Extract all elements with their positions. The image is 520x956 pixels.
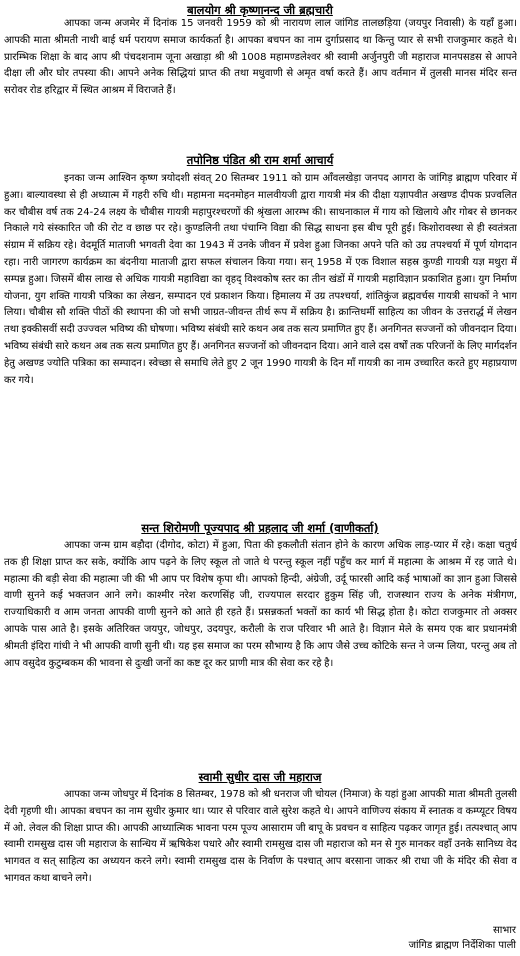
section-body: आपका जन्म जोधपुर में दिनांक 8 सितम्बर, 1978 को श्री धनराज जी चोयल (निमाज) के यहां हुआ आपकी माता श्रीमती तुलसी देवी गृहणी थी। आपका बचपन का नाम सुधीर कुमार था। प्यार से परिवार वाले सुरेश कहते थे। आपने वाणिज्य संकाय में स्नातक व कम्प्यूटर विषय में ओ. लेवल की शिक्षा प्राप्त की। आपकी आध्यात्मिक भावना परम पूज्य आसाराम जी बापू के प्रवचन व साहित्य पढ़कर जागृत हुई। तत्पश्चात् आप स्वामी रामसुख दास जी महाराज के सान्धिय में ऋषिकेश पधारे और स्वामी रामसुख दास जी महाराज को मन से गुरु मानकर वहाँ उनके सानिध्य वेद भागवत व सत् साहित्य का अध्ययन करने लगे। स्वामी रामसुख दास के निर्वाण के पश्चात् आप बरसाना जाकर श्री राधा जी के मंदिर की सेवा व भागवत कथा बाचने लगे। [4, 789, 517, 884]
footer-source: जांगिड ब्राह्मण निर्देशिका पाली [408, 940, 516, 951]
section-title: सन्त शिरोमणी पूज्यपाद श्री प्रहलाद जी शर्मा (वाणीकर्ता) [141, 521, 379, 535]
footer-courtesy: साभार [492, 925, 516, 936]
section-title: तपोनिष्ठ पंडित श्री राम शर्मा आचार्य [186, 153, 334, 167]
section-body: आपका जन्म अजमेर में दिनांक 15 जनवरी 1959 को श्री नारायण लाल जांगिड तालछड़िया (जयपुर निवासी) के यहाँ हुआ। आपकी माता श्रीमती नाथी बाई धर्म परायण समाज कार्यकर्ता है। आपका बचपन का नाम दुर्गाप्रसाद था किन्तु प्यार से सभी राजकुमार कहते थे। प्रारम्भिक शिक्षा के बाद आप श्री पंचदशनाम जूना अखाड़ा श्री श्री 1008 महामण्डलेश्वर श्री स्वामी अर्जुनपुरी जी महाराज मानपसडस से आपने दीक्षा ली और घोर तपस्या की। आपने अनेक सिद्धियां प्राप्त की तथा मधुवाणी से अमृत वर्षा करते हैं। आप वर्तमान में तुलसी मानस मंदिर सन्त सरोवर रोड हरिद्वार में स्थित आश्रम में विराजते हैं। [4, 18, 517, 97]
section-body: इनका जन्म आश्विन कृष्ण त्रयोदशी संवत् 20 सितम्बर 1911 को ग्राम आँवलखेड़ा जनपद आगरा के जांगिड़ ब्राह्मण परिवार में हुआ। बाल्यावस्था से ही अध्यात्म में गहरी रुचि थी। महामना मदनमोहन मालवीयजी द्वारा गायत्री मंत्र की दीक्षा यज्ञापवीत अखण्ड दीपक प्रज्वलित कर चौबीस वर्ष तक 24-24 लक्ष्य के चौबीस गायत्री महापुरश्चरणों की श्रृंखला आरम्भ की। साधनाकाल में गाय को खिलाये और गोबर से छानकर निकाले गये संस्कारित जौ की रोट व छाछ पर रहे। कुण्डलिनी तथा पंचाग्नि विद्या की सिद्ध साधना इस बीच पूरी हुई। किशोरावस्था से ही स्वतंत्रता संग्राम में सक्रिय रहे। वेदमूर्ति माताजी भगवती देवा का 1943 में उनके जीवन में प्रवेश हुआ जिनका अपने पति को उग्र तपश्चर्या में पूर्ण योगदान रहा। नारी जागरण कार्यक्रम का बंदनीया माताजी द्वारा सफल संचालन किया गया। सन् 1958 में एक विशाल सहस्र कुण्डी गायत्री यज्ञ मथुरा में सम्पन्न हुआ। जिसमें बीस लाख से अधिक गायत्री महाविद्या का वृहद् विश्वकोष स्तर का तीन खंडों में गायत्री महाविज्ञान प्रकाशित हुआ। युग निर्माण योजना, युग शक्ति गायत्री पत्रिका का लेखन, सम्पादन एवं प्रकाशन किया। हिमालय में उग्र तपश्चर्या, शांतिकुंज ब्रह्मवर्चस गायत्री साधकों ने भाग लिया। चौबीस सौ शक्ति पीठों की स्थापना की जो सभी जाग्रत-जीवन्त तीर्थ रूप में सक्रिय है। क्रान्तिधर्मी साहित्य का जीवन के उत्तरार्द्ध में लेखन तथा इक्कीसवीं सदी उज्ज्वल भविष्य की घोषणा। भविष्य संबंधी सारे कथन अब तक सत्य प्रमाणित हुए हैं। अनगिनत सज्जनों को जीवनदान दिया। भविष्य संबंधी सारे कथन अब तक सत्य प्रमाणित हुए हैं। अनगिनत सज्जनों को जीवनदान दिया। आने वाले दस वर्षों तक परिजनों के लिए मार्गदर्शन हेतु अखण्ड ज्योति पत्रिका का सम्पादन। स्वेच्छा से समाधि लेते हुए 2 जून 1990 गायत्री के दिन माँ गायत्री का नाम उच्चारित करते हुए महाप्रयाण कर गये। [4, 173, 517, 386]
section-title: स्वामी सुधीर दास जी महाराज [198, 770, 322, 784]
section-body: आपका जन्म ग्राम बड़ौदा (दीगोद, कोटा) में हुआ, पिता की इकलौती संतान होने के कारण अधिक लाड़-प्यार में रहे। कक्षा चतुर्थ तक ही शिक्षा प्राप्त कर सके, क्योंकि आप पढ़ने के लिए स्कूल तो जाते थे परन्तु स्कूल नहीं पहुँच कर मार्ग में महात्मा के आश्रम में रह जाते थे। महात्मा की बड़ी सेवा की महात्मा जी की भी आप पर विशेष कृपा थी। आपको हिन्दी, अंग्रेजी, उर्दू फारसी आदि कई भाषाओं का ज्ञान हुआ जिससे वाणी सुनने कई भक्तजन आने लगे। काश्मीर नरेश करणसिंह जी, राज्यपाल सरदार हुकुम सिंह जी, राजस्थान राज्य के अनेक मंत्रीगण, राज्याधिकारी व आम जनता आपकी वाणी सुनने को आते ही रहते हैं। प्रसन्नकर्ता भक्तों का कार्य भी सिद्ध होता है। कोटा राजकुमार तो अक्सर आपके पास आते है। इसके अतिरिक्त जयपुर, जोधपुर, उदयपुर, करौली के राज परिवार भी आते है। विज्ञान मेले के समय एक बार प्रधानमंत्री श्रीमती इंदिरा गांधी ने भी आपकी वाणी सुनी थी। यह इस समाज का परम सौभाग्य है कि आप जैसे उच्च कोटिके सन्त ने जन्म लिया, परन्तु अब तो आप वसुदेव कुटुम्बकम की भावना से दुःखी जनों का कष्ट दूर कर प्राणी मात्र की सेवा कर रहे है। [4, 540, 517, 669]
section-title: बालयोग श्री कृष्णानन्द जी ब्रह्मचारी [187, 3, 333, 17]
